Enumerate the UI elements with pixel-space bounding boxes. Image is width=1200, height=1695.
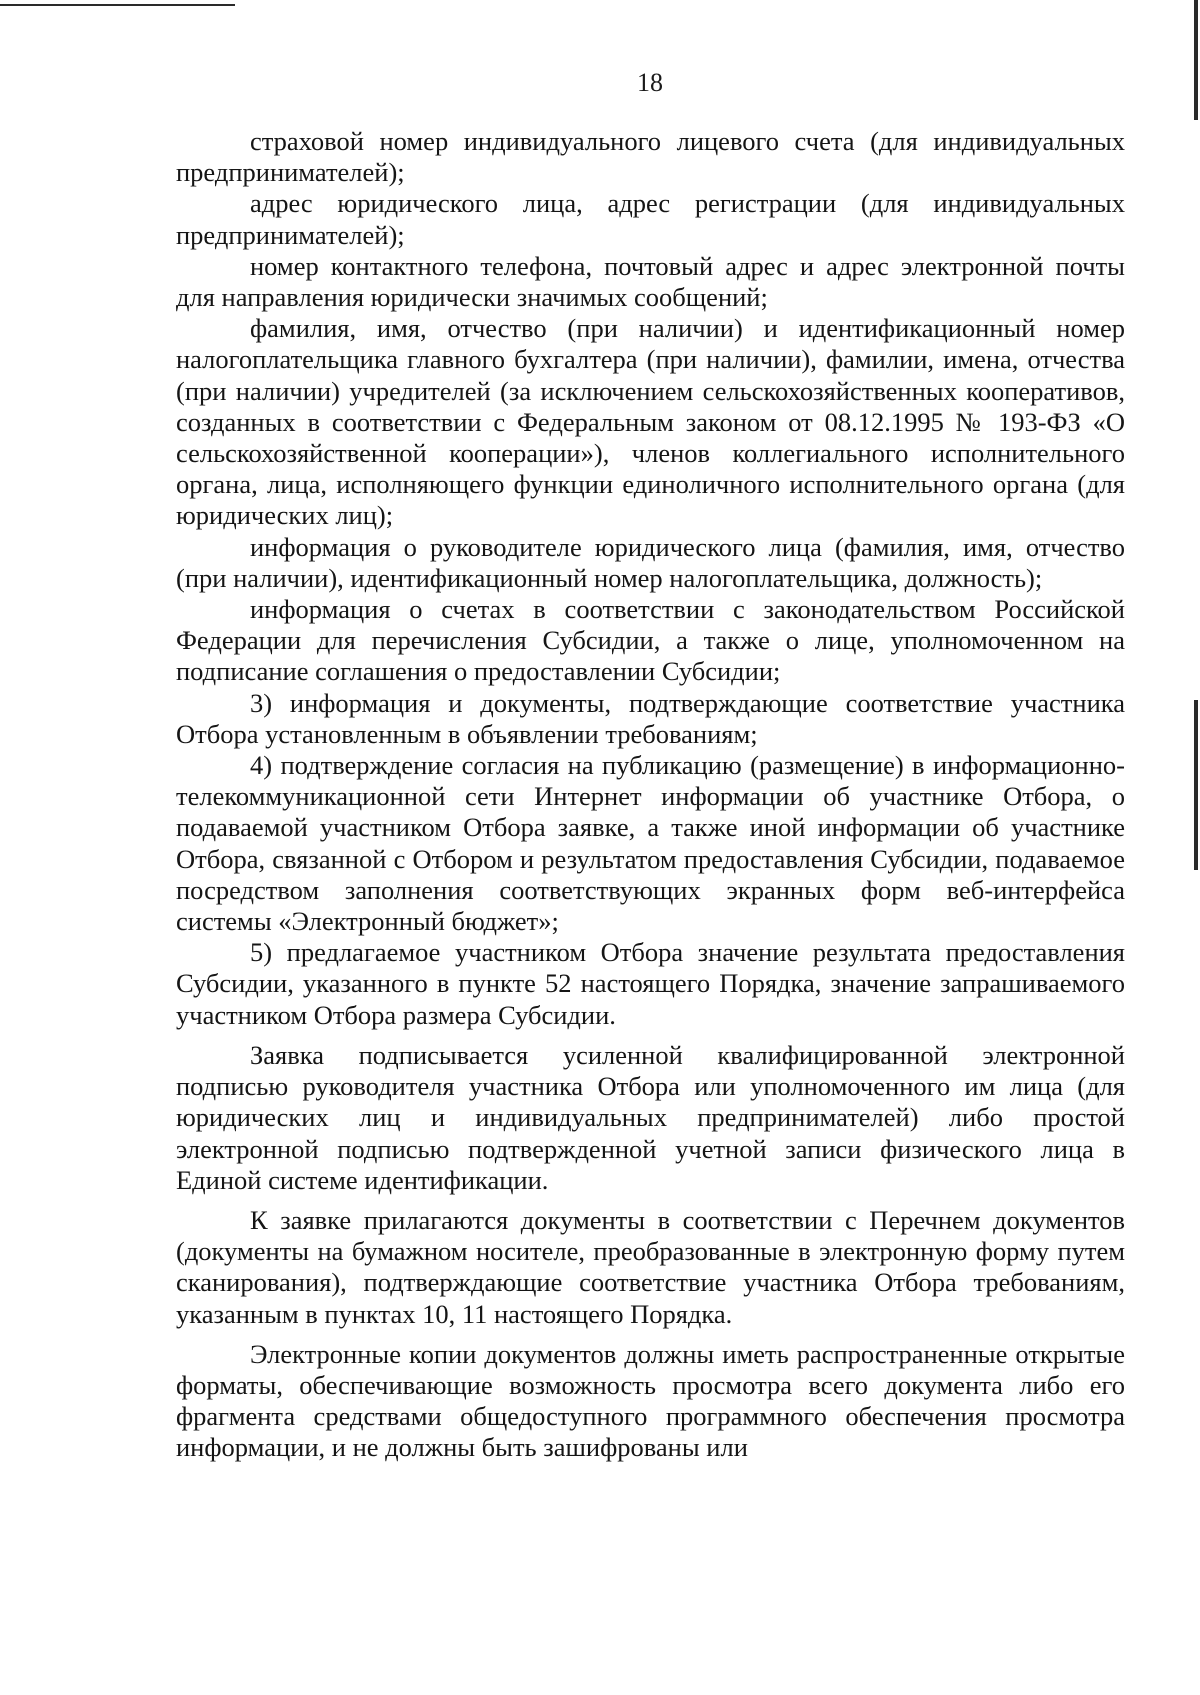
- paragraph-item-4: 4) подтверждение согласия на публикацию (размещение) в информационно-телекоммуникационной сети Интернет информации об участнике Отбора, о подаваемой участником Отбора заявке, а также иной информации об участнике Отбора, связанной с Отбором и результатом предоставления Субсидии, подаваемое посредством заполнения соответствующих экранных форм веб-интерфейса системы «Электронный бюджет»;: [176, 750, 1125, 937]
- paragraph-founders-info: фамилия, имя, отчество (при наличии) и идентификационный номер налогоплательщика главного бухгалтера (при наличии), фамилии, имена, отчества (при наличии) учредителей (за исключением сельскохозяйственных кооперативов, созданных в соответствии с Федеральным законом от 08.12.1995 № 193-ФЗ «О сельскохозяйственной кооперации»), членов коллегиального исполнительного органа, лица, исполняющего функции единоличного исполнительного органа (для юридических лиц);: [176, 313, 1125, 531]
- scan-edge-shadow: [1194, 700, 1198, 870]
- paragraph-legal-address: адрес юридического лица, адрес регистрации (для индивидуальных предпринимателей);: [176, 188, 1125, 250]
- scan-edge-shadow: [1194, 0, 1198, 120]
- paragraph-item-5: 5) предлагаемое участником Отбора значение результата предоставления Субсидии, указанного в пункте 52 настоящего Порядка, значение запрашиваемого участником Отбора размера Субсидии.: [176, 937, 1125, 1030]
- paragraph-signature: Заявка подписывается усиленной квалифицированной электронной подписью руководителя участника Отбора или уполномоченного им лица (для юридических лиц и индивидуальных предпринимателей) либо простой электронной подписью подтвержденной учетной записи физического лица в Единой системе идентификации.: [176, 1039, 1125, 1195]
- scan-edge-line: [0, 4, 235, 6]
- paragraph-insurance-number: страховой номер индивидуального лицевого счета (для индивидуальных предпринимателей);: [176, 126, 1125, 188]
- paragraph-electronic-copies: Электронные копии документов должны иметь распространенные открытые форматы, обеспечивающие возможность просмотра всего документа либо его фрагмента средствами общедоступного программного обеспечения просмотра информации, и не должны быть зашифрованы или: [176, 1338, 1125, 1463]
- paragraph-attachments: К заявке прилагаются документы в соответствии с Перечнем документов (документы на бумажном носителе, преобразованные в электронную форму путем сканирования), подтверждающие соответствие участника Отбора требованиям, указанным в пунктах 10, 11 настоящего Порядка.: [176, 1204, 1125, 1329]
- paragraph-accounts-info: информация о счетах в соответствии с законодательством Российской Федерации для перечисления Субсидии, а также о лице, уполномоченном на подписание соглашения о предоставлении Субсидии;: [176, 594, 1125, 687]
- paragraph-item-3: 3) информация и документы, подтверждающие соответствие участника Отбора установленным в объявлении требованиям;: [176, 687, 1125, 749]
- page-number: 18: [637, 68, 663, 97]
- paragraph-contact-info: номер контактного телефона, почтовый адрес и адрес электронной почты для направления юридически значимых сообщений;: [176, 250, 1125, 313]
- document-body: [176, 126, 1125, 1464]
- paragraph-head-info: информация о руководителе юридического лица (фамилия, имя, отчество (при наличии), идентификационный номер налогоплательщика, должность);: [176, 531, 1125, 593]
